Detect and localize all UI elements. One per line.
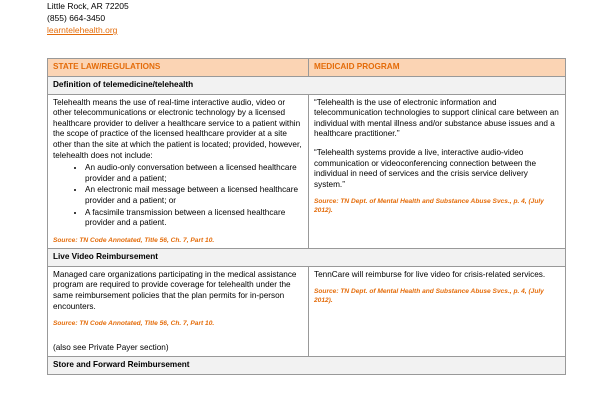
live-video-state-cell: [48, 266, 309, 356]
definition-state-text: Telehealth means the use of real-time interactive audio, video or other telecommunications or electronic technology by a licensed healthcare provider to deliver a healthcare service to a patient within the scope of practice of the licensed healthcare provider at a site other than the site at which the patient is located; provided, however, telehealth does not include:: [53, 97, 302, 160]
live-video-medicaid-cell: [309, 266, 566, 356]
definition-state-cell: [48, 94, 309, 249]
source-citation: Source: TN Code Annotated, Title 56, Ch. 7, Part 10.: [53, 236, 215, 244]
policy-table: [47, 58, 566, 375]
source-citation: Source: TN Code Annotated, Title 56, Ch. 7, Part 10.: [53, 320, 215, 328]
list-item: • An electronic mail message between a licensed healthcare provider and a patient; or: [85, 185, 303, 206]
website-link[interactable]: learntelehealth.org: [47, 25, 118, 35]
definition-medicaid-para2: “Telehealth systems provide a live, interactive audio-video communication or videoconferencing connection between the individual in need of services and the crisis service delivery system.”: [314, 147, 537, 189]
contact-address: [47, 0, 129, 36]
live-video-state-text: Managed care organizations participating in the medical assistance program are required to provide coverage for telehealth under the same reimbursement policies that the plan permits for in-person encounters.: [53, 269, 297, 311]
header-row: [48, 59, 566, 77]
header-medicaid: MEDICAID PROGRAM: [309, 59, 566, 77]
section-row: [48, 77, 566, 95]
section-title-definition: Definition of telemedicine/telehealth: [48, 77, 566, 95]
exclusion-list: [53, 163, 303, 229]
content-row: [48, 266, 566, 356]
section-title-store-forward: Store and Forward Reimbursement: [48, 357, 566, 375]
section-row: [48, 249, 566, 267]
address-city: Little Rock, AR 72205: [47, 1, 129, 11]
definition-medicaid-para1: “Telehealth is the use of electronic information and telecommunication technologies to support clinical care between an individual with mental illness and/or substance abuse issues and a healthcare practitioner.”: [314, 97, 559, 139]
source-citation: Source: TN Dept. of Mental Health and Substance Abuse Svcs., p. 4, (July 2012).: [314, 198, 544, 214]
list-item: • An audio-only conversation between a licensed healthcare provider and a patient;: [85, 163, 303, 184]
content-row: [48, 94, 566, 249]
section-title-live-video: Live Video Reimbursement: [48, 249, 566, 267]
source-citation: Source: TN Dept. of Mental Health and Substance Abuse Svcs., p. 4, (July 2012).: [314, 288, 544, 304]
definition-medicaid-cell: [309, 94, 566, 249]
live-video-medicaid-text: TennCare will reimburse for live video for crisis-related services.: [314, 269, 546, 279]
header-state-law: STATE LAW/REGULATIONS: [48, 59, 309, 77]
section-row: [48, 357, 566, 375]
address-phone: (855) 664-3450: [47, 13, 106, 23]
list-item: • A facsimile transmission between a licensed healthcare provider and a patient.: [85, 208, 303, 229]
see-also-note: (also see Private Payer section): [53, 342, 169, 352]
